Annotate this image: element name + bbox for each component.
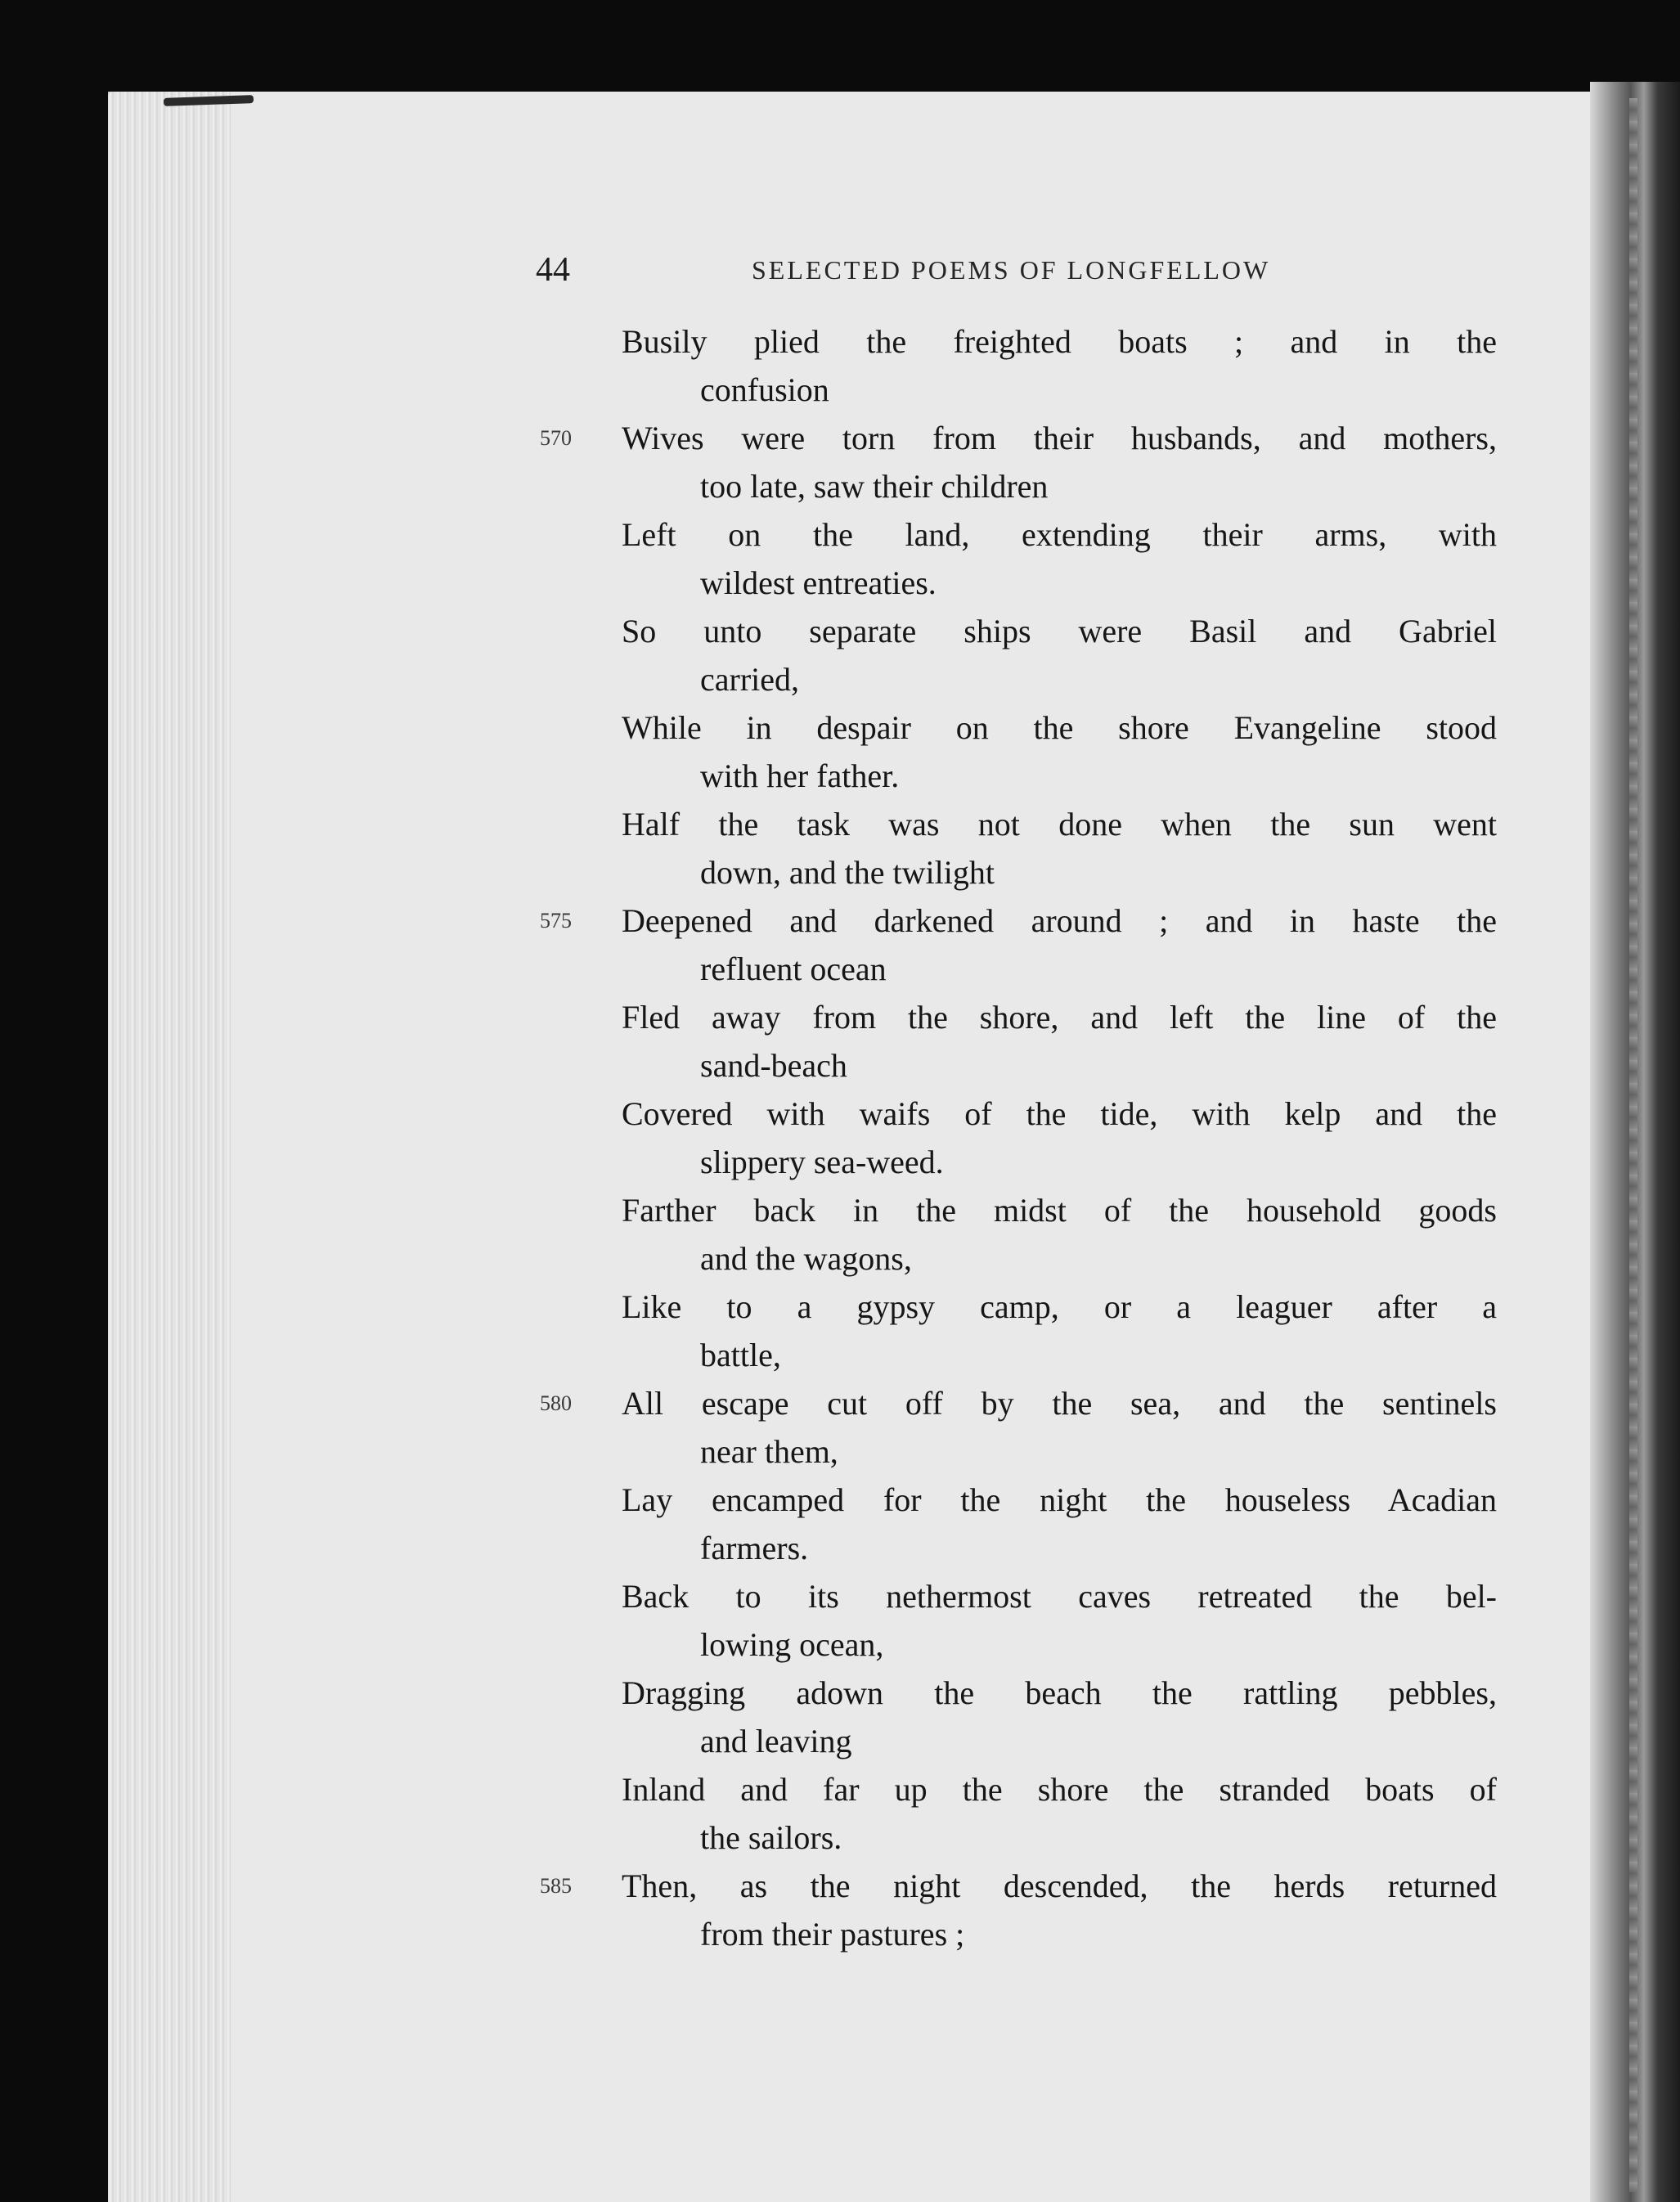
line-number: 585 xyxy=(540,1874,572,1898)
verse-text: Farther back in the midst of the household goods xyxy=(622,1192,1497,1229)
verse-text: and leaving xyxy=(700,1723,852,1759)
verse-text: refluent ocean xyxy=(700,950,887,987)
verse-text: Fled away from the shore, and left the line of the xyxy=(622,999,1497,1036)
verse-line xyxy=(622,800,1497,848)
verse-text: All escape cut off by the sea, and the sentinels xyxy=(622,1385,1497,1422)
verse-line xyxy=(622,607,1497,655)
binding-stripe xyxy=(1629,98,1637,2192)
page-edges xyxy=(108,92,231,2202)
verse-line-continuation xyxy=(622,1620,1513,1669)
verse-line xyxy=(622,1186,1497,1234)
verse-line-continuation xyxy=(622,1234,1513,1283)
verse-line xyxy=(622,1283,1497,1331)
poem-text xyxy=(540,317,1513,1958)
verse-text: Half the task was not done when the sun went xyxy=(622,806,1497,843)
verse-text: Dragging adown the beach the rattling pebbles, xyxy=(622,1674,1497,1711)
page-number: 44 xyxy=(536,251,570,289)
verse-text: down, and the twilight xyxy=(700,854,995,891)
verse-line-continuation xyxy=(622,1331,1513,1379)
running-head: SELECTED POEMS OF LONGFELLOW xyxy=(752,255,1271,285)
verse-text: near them, xyxy=(700,1433,838,1470)
verse-line-continuation xyxy=(622,366,1513,414)
verse-line xyxy=(540,1862,1497,1910)
verse-line-continuation xyxy=(622,848,1513,897)
verse-line xyxy=(622,1572,1497,1620)
verse-text: from their pastures ; xyxy=(700,1916,965,1953)
verse-text: farmers. xyxy=(700,1530,809,1566)
verse-text: lowing ocean, xyxy=(700,1626,884,1663)
verse-text: confusion xyxy=(700,371,829,408)
verse-line-continuation xyxy=(622,945,1513,993)
verse-line xyxy=(540,1379,1497,1427)
verse-text: Busily plied the freighted boats ; and in the xyxy=(622,323,1497,360)
verse-line xyxy=(622,1090,1497,1138)
verse-text: Lay encamped for the night the houseless Acadian xyxy=(622,1481,1497,1518)
verse-line xyxy=(622,510,1497,559)
verse-line-continuation xyxy=(622,462,1513,510)
verse-line-continuation xyxy=(622,1910,1513,1958)
verse-line-continuation xyxy=(622,1041,1513,1090)
verse-text: sand-beach xyxy=(700,1047,847,1084)
verse-line xyxy=(540,414,1497,462)
verse-text: Back to its nethermost caves retreated the bel- xyxy=(622,1578,1497,1615)
verse-text: too late, saw their children xyxy=(700,468,1049,505)
verse-text: Inland and far up the shore the stranded boats of xyxy=(622,1771,1497,1808)
verse-text: battle, xyxy=(700,1337,781,1373)
verse-text: Left on the land, extending their arms, with xyxy=(622,516,1497,553)
verse-text: wildest entreaties. xyxy=(700,564,937,601)
page-header xyxy=(536,250,1517,291)
verse-text: Wives were torn from their husbands, and mothers, xyxy=(622,420,1497,456)
verse-line xyxy=(622,703,1497,752)
verse-text: and the wagons, xyxy=(700,1240,912,1277)
verse-line-continuation xyxy=(622,1813,1513,1862)
verse-line-continuation xyxy=(622,1138,1513,1186)
verse-text: carried, xyxy=(700,661,800,698)
verse-line-continuation xyxy=(622,1717,1513,1765)
verse-text: the sailors. xyxy=(700,1819,842,1856)
verse-line-continuation xyxy=(622,655,1513,703)
verse-text: slippery sea-weed. xyxy=(700,1144,944,1180)
verse-text: So unto separate ships were Basil and Gabriel xyxy=(622,613,1497,649)
verse-line-continuation xyxy=(622,752,1513,800)
verse-line xyxy=(540,897,1497,945)
verse-text: While in despair on the shore Evangeline stood xyxy=(622,709,1497,746)
line-number: 570 xyxy=(540,426,572,450)
verse-text: Covered with waifs of the tide, with kelp and the xyxy=(622,1095,1497,1132)
verse-line-continuation xyxy=(622,1524,1513,1572)
line-number: 580 xyxy=(540,1391,572,1415)
verse-line xyxy=(622,993,1497,1041)
verse-line xyxy=(622,317,1497,366)
verse-text: Then, as the night descended, the herds returned xyxy=(622,1867,1497,1904)
verse-text: Like to a gypsy camp, or a leaguer after a xyxy=(622,1288,1497,1325)
verse-line xyxy=(622,1765,1497,1813)
verse-line-continuation xyxy=(622,559,1513,607)
verse-text: with her father. xyxy=(700,757,900,794)
line-number: 575 xyxy=(540,909,572,932)
verse-text: Deepened and darkened around ; and in haste the xyxy=(622,902,1497,939)
verse-line xyxy=(622,1476,1497,1524)
verse-line-continuation xyxy=(622,1427,1513,1476)
verse-line xyxy=(622,1669,1497,1717)
